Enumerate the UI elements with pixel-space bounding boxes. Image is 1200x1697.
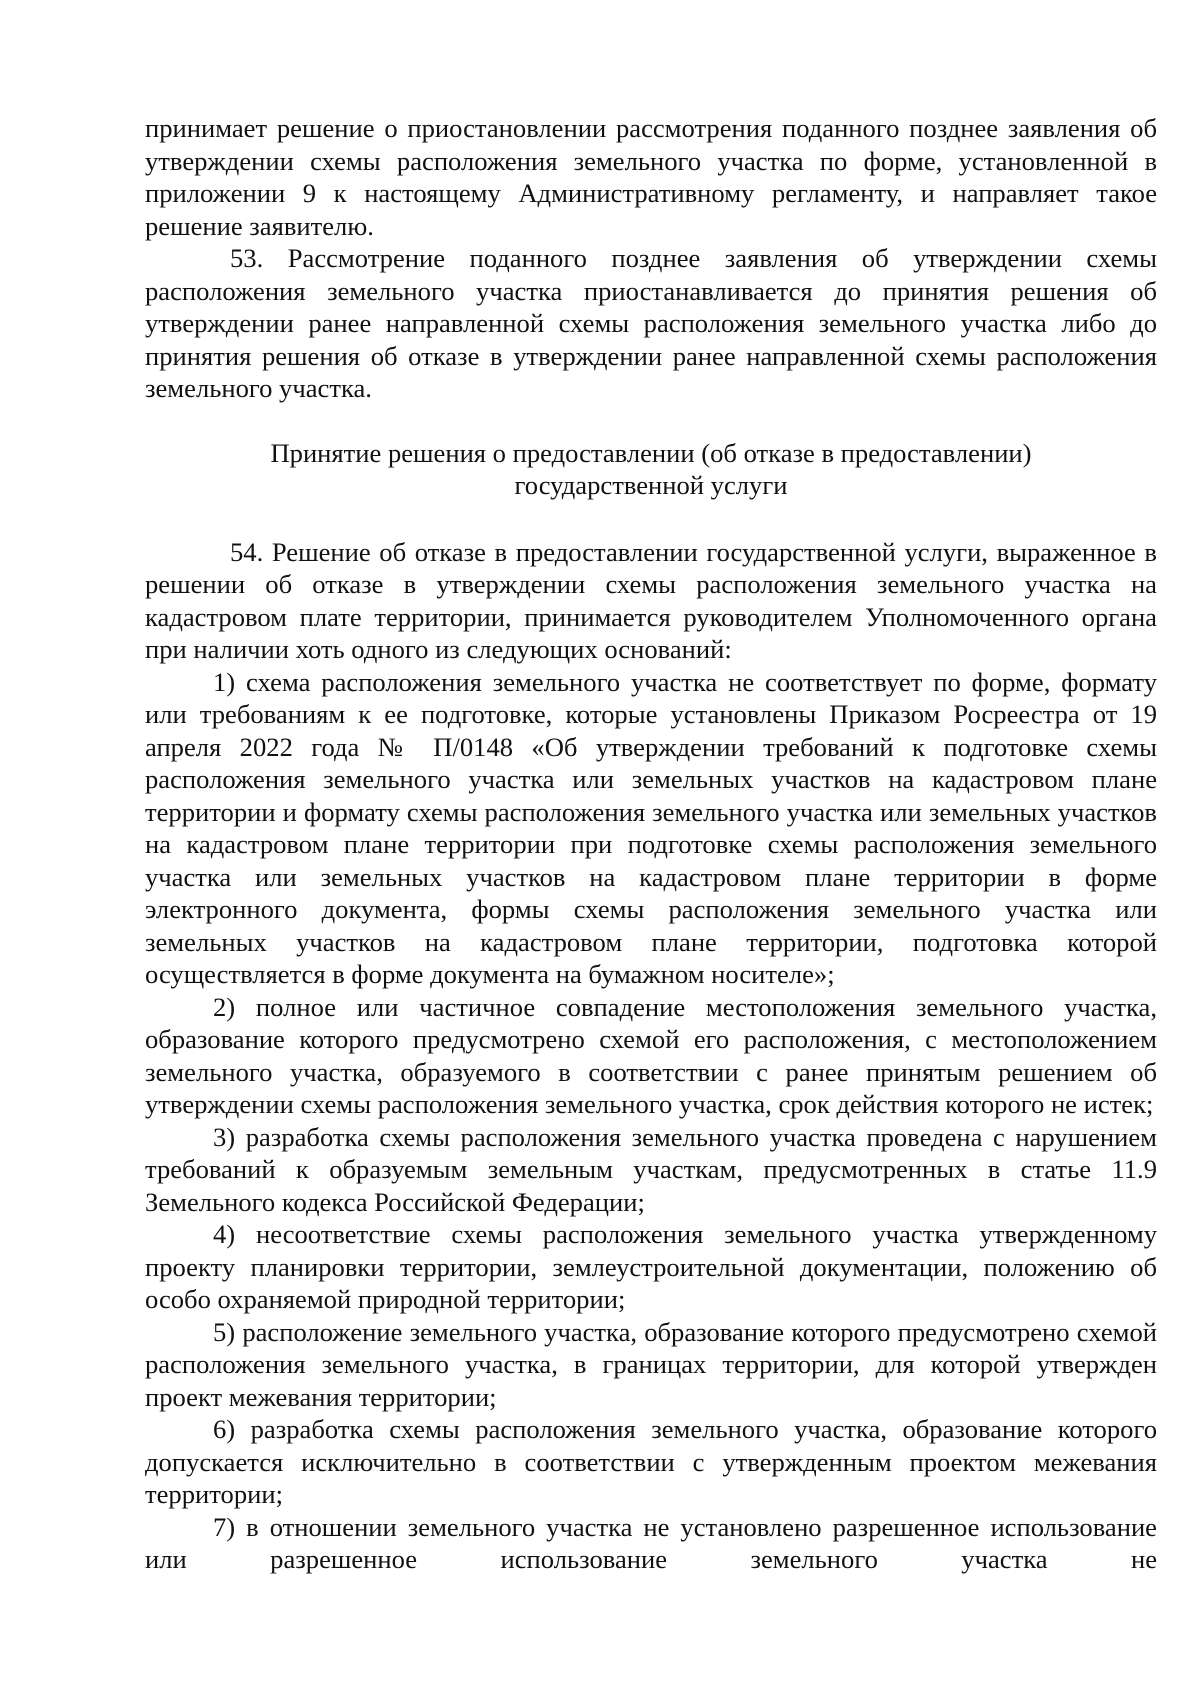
section-heading-line-2: государственной услуги: [514, 470, 788, 500]
document-page: [145, 112, 1157, 1576]
list-item-1: 1) схема расположения земельного участка не соответствует по форме, формату или требованиям к ее подготовке, которые установлены Приказом Росреестра от 19 апреля 2022 года № П/0148 «Об утверждении требований к подготовке схемы расположения земельного участка или земельных участков на кадастровом плане территории и формату схемы расположения земельного участка или земельных участков на кадастровом плане территории при подготовке схемы расположения земельного участка или земельных участков на кадастровом плане территории в форме электронного документа, формы схемы расположения земельного участка или земельных участков на кадастровом плане территории, подготовка которой осуществляется в форме документа на бумажном носителе»;: [145, 666, 1157, 989]
paragraph-53: 53. Рассмотрение поданного позднее заявления об утверждении схемы расположения земельного участка приостанавливается до принятия решения об утверждении ранее направленной схемы расположения земельного участка либо до принятия решения об отказе в утверждении ранее направленной схемы расположения земельного участка.: [145, 243, 1157, 403]
section-heading-line-1: Принятие решения о предоставлении (об отказе в предоставлении): [270, 437, 1032, 468]
list-item-4: 4) несоответствие схемы расположения земельного участка утвержденному проекту планировки территории, землеустроительной документации, положению об особо охраняемой природной территории;: [145, 1219, 1157, 1314]
list-item-3: 3) разработка схемы расположения земельного участка проведена с нарушением требований к образуемым земельным участкам, предусмотренных в статье 11.9 Земельного кодекса Российской Федерации;: [145, 1121, 1157, 1217]
list-item-2: 2) полное или частичное совпадение местоположения земельного участка, образование которого предусмотрено схемой его расположения, с местоположением земельного участка, образуемого в соответствии с ранее принятым решением об утверждении схемы расположения земельного участка, срок действия которого не истек;: [145, 991, 1157, 1119]
paragraph-54: 54. Решение об отказе в предоставлении государственной услуги, выраженное в решении об отказе в утверждении схемы расположения земельного участка на кадастровом плате территории, принимается руководителем Уполномоченного органа при наличии хоть одного из следующих оснований:: [145, 536, 1157, 664]
list-item-7: 7) в отношении земельного участка не установлено разрешенное использование или разрешенное использование земельного участка не: [145, 1511, 1157, 1574]
list-item-6: 6) разработка схемы расположения земельного участка, образование которого допускается исключительно в соответствии с утвержденным проектом межевания территории;: [145, 1414, 1157, 1509]
paragraph-continuation: принимает решение о приостановлении рассмотрения поданного позднее заявления об утверждении схемы расположения земельного участка по форме, установленной в приложении 9 к настоящему Административному регламенту, и направляет такое решение заявителю.: [145, 113, 1157, 241]
list-item-5: 5) расположение земельного участка, образование которого предусмотрено схемой расположения земельного участка, в границах территории, для которой утвержден проект межевания территории;: [145, 1316, 1157, 1412]
section-heading: [145, 437, 1157, 502]
